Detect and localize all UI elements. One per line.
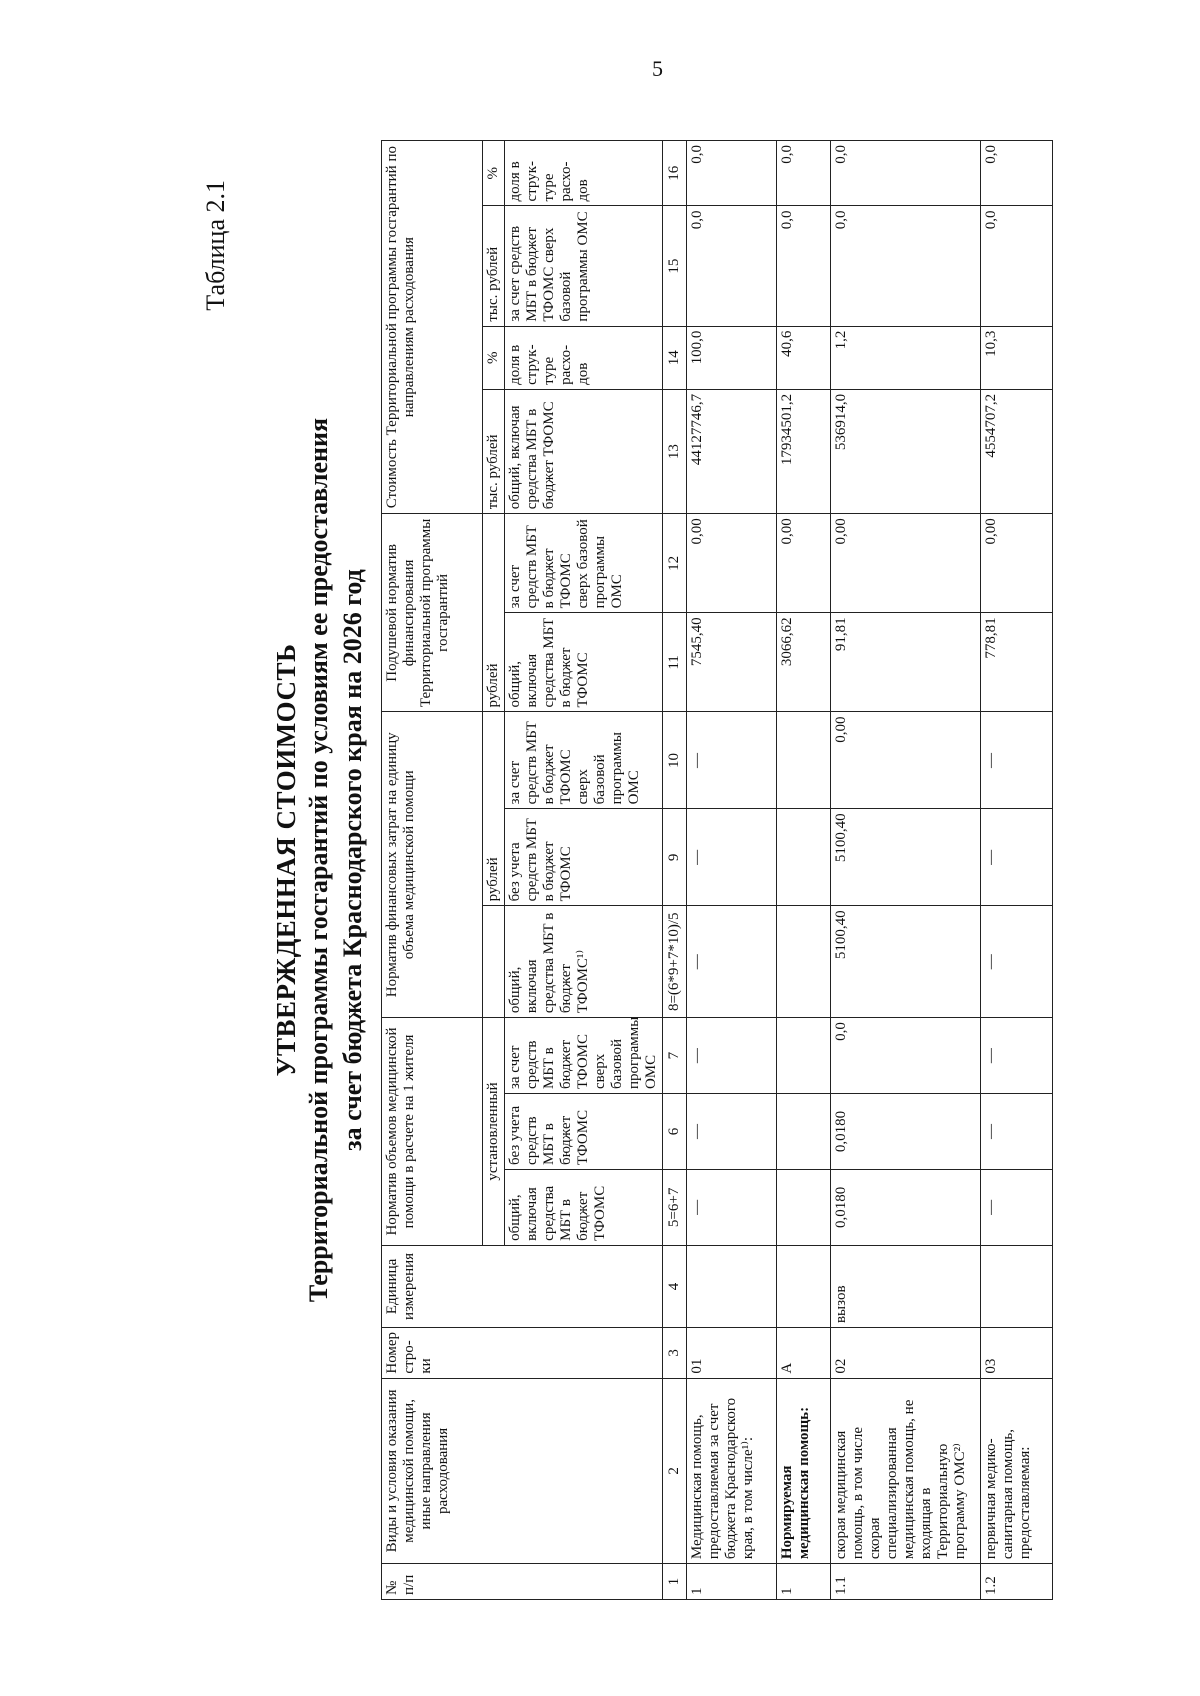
cell-c13: 17934501,2 — [777, 389, 831, 513]
col-number: 3 — [663, 1328, 687, 1379]
cell-c6: — — [687, 1094, 777, 1170]
cell-name: Нормируемая медицинская помощь: — [777, 1378, 831, 1564]
header-c7: за счет средств МБТ в бюджет ТФОМС сверх базовой программы ОМС — [505, 1018, 663, 1094]
cell-c8: — — [687, 906, 777, 1018]
col-number: 12 — [663, 514, 687, 613]
cell-n: 1 — [687, 1564, 777, 1600]
header-c10: за счет средств МБТ в бюджет ТФОМС сверх базовой программы ОМС — [505, 712, 663, 809]
header-rub2: рублей — [483, 514, 505, 712]
cell-unit: вызов — [831, 1245, 981, 1327]
cell-c9: 5100,40 — [831, 809, 981, 906]
header-empty — [483, 906, 505, 1018]
header-thous2: тыс. рублей — [483, 206, 505, 326]
cell-c12: 0,00 — [831, 514, 981, 613]
cell-c9 — [777, 809, 831, 906]
title-subtitle-line1: Территориальной программы госгарантий по условиям ее предоставления — [304, 417, 333, 1303]
header-group-percapita: Подушевой норматив финансирования Территориальной программы госгарантий — [382, 514, 483, 712]
header-c14: доля в струк-туре расхо-дов — [505, 326, 663, 389]
cell-c15: 0,0 — [687, 206, 777, 326]
header-col-unit: Единица измерения — [382, 1245, 663, 1327]
cell-c15: 0,0 — [831, 206, 981, 326]
header-row-1 — [382, 141, 483, 1600]
header-thous1: тыс. рублей — [483, 389, 505, 513]
cell-c9: — — [687, 809, 777, 906]
col-number: 1 — [663, 1564, 687, 1600]
header-c16: доля в струк-туре расхо-дов — [505, 141, 663, 207]
cell-c8: 5100,40 — [831, 906, 981, 1018]
cell-name: скорая медицинская помощь, в том числе скорая специализированная медицинская помощь, не входящая в Территориальную программу ОМС²⁾ — [831, 1378, 981, 1564]
cell-c7 — [777, 1018, 831, 1094]
cell-c12: 0,00 — [777, 514, 831, 613]
cell-c6 — [777, 1094, 831, 1170]
header-c9: без учета средств МБТ в бюджет ТФОМС — [505, 809, 663, 906]
cell-c11: 778,81 — [981, 613, 1053, 712]
header-c13: общий, включая средства МБТ в бюджет ТФОМС — [505, 389, 663, 513]
cell-c16: 0,0 — [981, 141, 1053, 207]
col-number: 13 — [663, 389, 687, 513]
cell-c7: — — [687, 1018, 777, 1094]
cell-c5 — [777, 1169, 831, 1245]
col-number: 15 — [663, 206, 687, 326]
header-pct2: % — [483, 141, 505, 207]
cell-unit — [981, 1245, 1053, 1327]
cell-c8: — — [981, 906, 1053, 1018]
cell-c5: 0,0180 — [831, 1169, 981, 1245]
header-group-volume: Норматив объемов медицинской помощи в расчете на 1 жителя — [382, 1018, 483, 1246]
cell-c16: 0,0 — [687, 141, 777, 207]
cost-table — [381, 140, 1053, 1600]
cell-c7: 0,0 — [831, 1018, 981, 1094]
cell-c14: 100,0 — [687, 326, 777, 389]
col-number: 9 — [663, 809, 687, 906]
cell-c13: 4554707,2 — [981, 389, 1053, 513]
title-subtitle-line2: за счет бюджета Краснодарского края на 2026 год — [338, 569, 367, 1151]
cell-c5: — — [981, 1169, 1053, 1245]
cell-c12: 0,00 — [981, 514, 1053, 613]
col-number: 7 — [663, 1018, 687, 1094]
cell-c14: 1,2 — [831, 326, 981, 389]
table-row — [777, 141, 831, 1600]
header-established: установленный — [483, 1018, 505, 1246]
cell-line: 02 — [831, 1328, 981, 1379]
document-title — [271, 120, 370, 1600]
col-number: 8=(6*9+7*10)/5 — [663, 906, 687, 1018]
cell-n: 1.1 — [831, 1564, 981, 1600]
cell-c10: — — [981, 712, 1053, 809]
table-row — [687, 141, 777, 1600]
header-c8: общий, включая средства МБТ в бюджет ТФОМС¹⁾ — [505, 906, 663, 1018]
cell-c16: 0,0 — [777, 141, 831, 207]
col-number: 6 — [663, 1094, 687, 1170]
cell-c8 — [777, 906, 831, 1018]
cell-name: первичная медико-санитарная помощь, предоставляемая: — [981, 1378, 1053, 1564]
header-col-line: Номер стро-ки — [382, 1328, 663, 1379]
header-col-number: № п/п — [382, 1564, 663, 1600]
column-number-row — [663, 141, 687, 1600]
cell-c13: 44127746,7 — [687, 389, 777, 513]
header-c5: общий, включая средства МБТ в бюджет ТФОМС — [505, 1169, 663, 1245]
cell-c6: 0,0180 — [831, 1094, 981, 1170]
cell-c13: 536914,0 — [831, 389, 981, 513]
cell-c6: — — [981, 1094, 1053, 1170]
cell-c10: — — [687, 712, 777, 809]
cell-c12: 0,00 — [687, 514, 777, 613]
table-row — [831, 141, 981, 1600]
cell-c15: 0,0 — [777, 206, 831, 326]
cell-line: А — [777, 1328, 831, 1379]
title-main: УТВЕРЖДЕННАЯ СТОИМОСТЬ — [271, 643, 301, 1077]
col-number: 11 — [663, 613, 687, 712]
cell-c10: 0,00 — [831, 712, 981, 809]
cell-c9: — — [981, 809, 1053, 906]
cell-c14: 10,3 — [981, 326, 1053, 389]
col-number: 4 — [663, 1245, 687, 1327]
cell-c5: — — [687, 1169, 777, 1245]
cell-line: 01 — [687, 1328, 777, 1379]
header-pct1: % — [483, 326, 505, 389]
cell-c10 — [777, 712, 831, 809]
col-number: 14 — [663, 326, 687, 389]
col-number: 10 — [663, 712, 687, 809]
header-c11: общий, включая средства МБТ в бюджет ТФОМС — [505, 613, 663, 712]
cell-unit — [777, 1245, 831, 1327]
header-rub: рублей — [483, 712, 505, 906]
cell-c16: 0,0 — [831, 141, 981, 207]
table-row — [981, 141, 1053, 1600]
cell-c14: 40,6 — [777, 326, 831, 389]
header-col-type: Виды и условия оказания медицинской помощи, иные направления расходования — [382, 1378, 663, 1564]
col-number: 5=6+7 — [663, 1169, 687, 1245]
cell-n: 1 — [777, 1564, 831, 1600]
cell-n: 1.2 — [981, 1564, 1053, 1600]
cell-c11: 91,81 — [831, 613, 981, 712]
header-c12: за счет средств МБТ в бюджет ТФОМС сверх базовой программы ОМС — [505, 514, 663, 613]
cell-line: 03 — [981, 1328, 1053, 1379]
header-c6: без учета средств МБТ в бюджет ТФОМС — [505, 1094, 663, 1170]
col-number: 16 — [663, 141, 687, 207]
cell-c7: — — [981, 1018, 1053, 1094]
cell-name: Медицинская помощь, предоставляемая за счет бюджета Краснодарского края, в том числе¹⁾: — [687, 1378, 777, 1564]
cell-c11: 3066,62 — [777, 613, 831, 712]
col-number: 2 — [663, 1378, 687, 1564]
table-caption: Таблица 2.1 — [201, 180, 230, 311]
cell-c11: 7545,40 — [687, 613, 777, 712]
cell-c15: 0,0 — [981, 206, 1053, 326]
page-number: 5 — [652, 56, 663, 81]
cell-unit — [687, 1245, 777, 1327]
header-group-total: Стоимость Территориальной программы госгарантий по направлениям расходования — [382, 141, 483, 514]
rotated-page-content — [115, 120, 1115, 1600]
header-group-cost: Норматив финансовых затрат на единицу объема медицинской помощи — [382, 712, 483, 1018]
header-c15: за счет средств МБТ в бюджет ТФОМС сверх базовой программы ОМС — [505, 206, 663, 326]
